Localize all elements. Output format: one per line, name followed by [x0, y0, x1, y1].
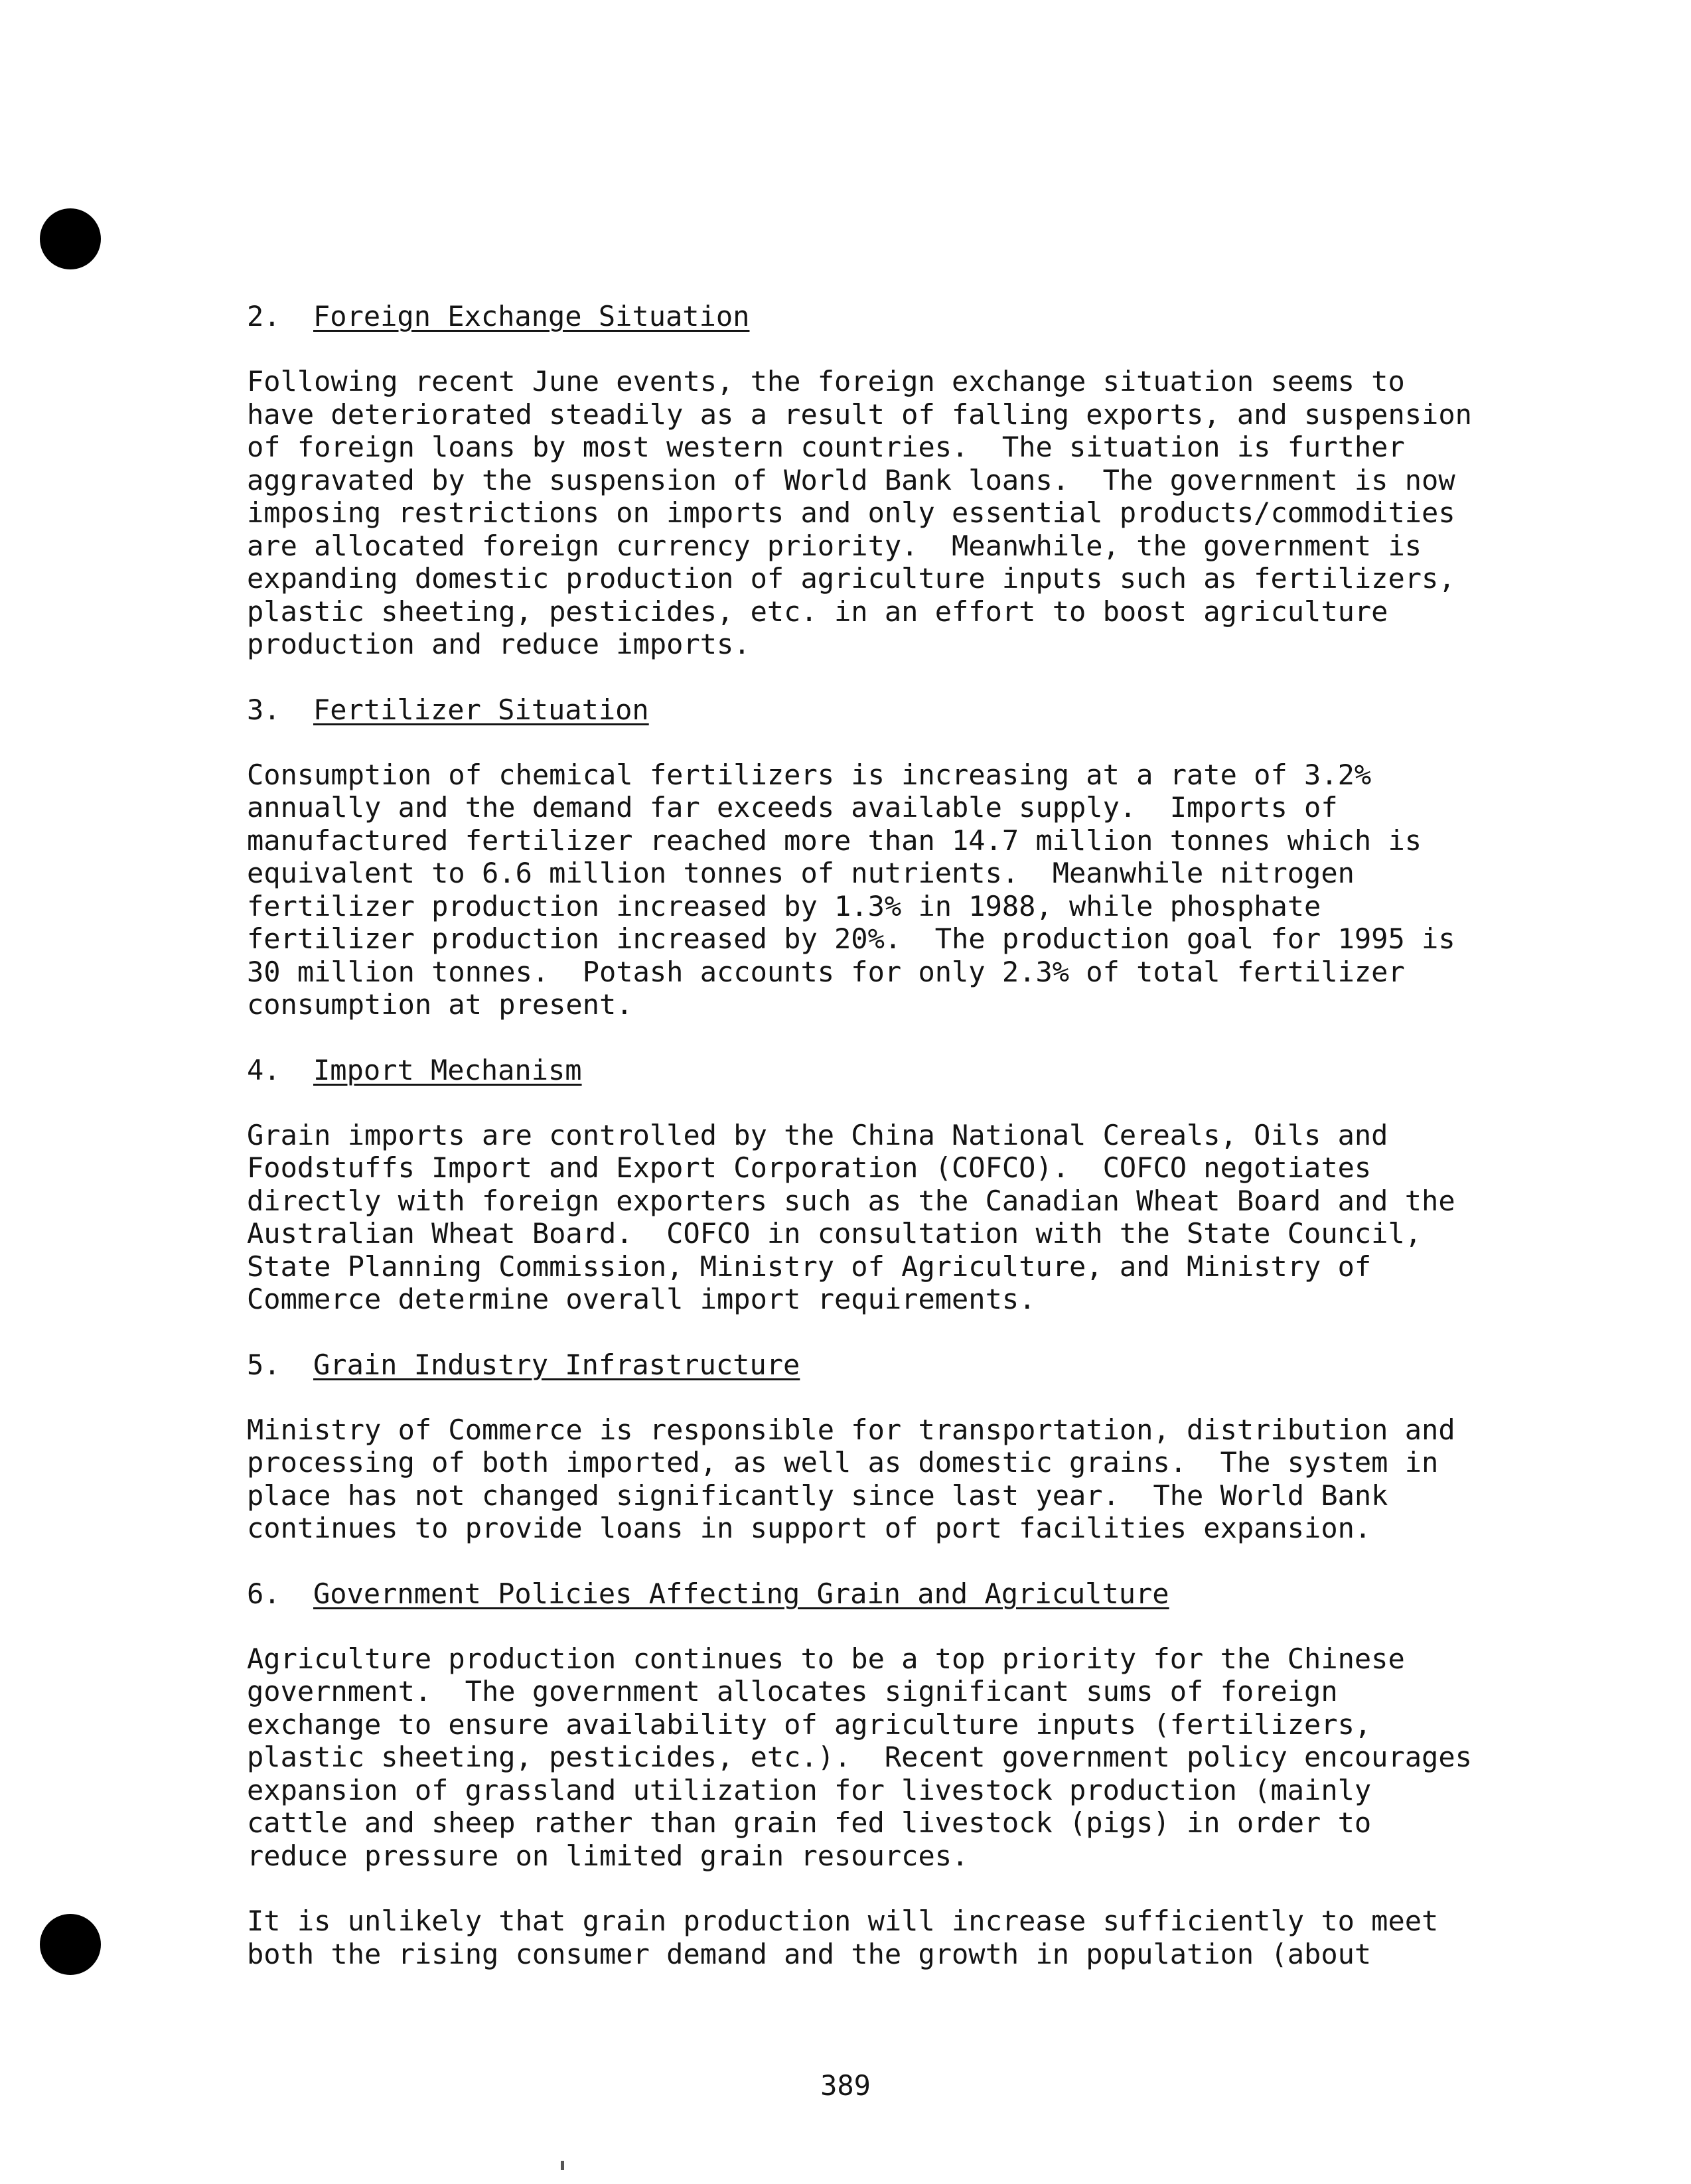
section	[247, 300, 1481, 661]
text-line: consumption at present.	[247, 988, 633, 1021]
section	[247, 693, 1481, 1021]
section	[247, 1054, 1481, 1316]
text-line: plastic sheeting, pesticides, etc.). Recent government policy encourages	[247, 1741, 1472, 1773]
text-line: imposing restrictions on imports and only essential products/commodities	[247, 496, 1455, 529]
text-line: place has not changed significantly since last year. The World Bank	[247, 1479, 1388, 1512]
text-line: production and reduce imports.	[247, 628, 751, 660]
text-line: Foodstuffs Import and Export Corporation (COFCO). COFCO negotiates	[247, 1151, 1372, 1184]
text-line: aggravated by the suspension of World Bank loans. The government is now	[247, 463, 1455, 496]
section-title: Import Mechanism	[313, 1053, 582, 1086]
section-title: Government Policies Affecting Grain and Agriculture	[313, 1577, 1169, 1610]
paragraph	[247, 1414, 1481, 1545]
section-number: 2.	[247, 300, 281, 332]
scan-speck	[561, 2161, 564, 2170]
text-line: Agriculture production continues to be a top priority for the Chinese	[247, 1642, 1405, 1675]
text-line: Following recent June events, the foreign exchange situation seems to	[247, 365, 1405, 398]
text-line: exchange to ensure availability of agriculture inputs (fertilizers,	[247, 1708, 1372, 1741]
text-line: annually and the demand far exceeds available supply. Imports of	[247, 791, 1338, 824]
text-line: expansion of grassland utilization for livestock production (mainly	[247, 1773, 1372, 1806]
section-title: Grain Industry Infrastructure	[313, 1348, 800, 1381]
section-number: 4.	[247, 1053, 281, 1086]
text-line: directly with foreign exporters such as the Canadian Wheat Board and the	[247, 1184, 1455, 1217]
text-line: Ministry of Commerce is responsible for transportation, distribution and	[247, 1413, 1455, 1446]
section-heading	[247, 1054, 1481, 1087]
text-line: equivalent to 6.6 million tonnes of nutrients. Meanwhile nitrogen	[247, 857, 1355, 889]
section-heading	[247, 300, 1481, 333]
text-line: plastic sheeting, pesticides, etc. in an effort to boost agriculture	[247, 595, 1388, 628]
paragraph	[247, 1119, 1481, 1316]
section-number: 5.	[247, 1348, 281, 1381]
text-line: are allocated foreign currency priority. Meanwhile, the government is	[247, 529, 1422, 562]
paragraph	[247, 1642, 1481, 1873]
text-line: processing of both imported, as well as domestic grains. The system in	[247, 1446, 1439, 1479]
text-line: have deteriorated steadily as a result of falling exports, and suspension	[247, 398, 1472, 431]
text-line: 30 million tonnes. Potash accounts for only 2.3% of total fertilizer	[247, 955, 1405, 988]
section-number: 3.	[247, 693, 281, 726]
text-line: expanding domestic production of agriculture inputs such as fertilizers,	[247, 562, 1455, 595]
section-heading	[247, 1348, 1481, 1382]
section-number: 6.	[247, 1577, 281, 1610]
text-line: fertilizer production increased by 20%. The production goal for 1995 is	[247, 922, 1455, 955]
section	[247, 1577, 1481, 1971]
section-heading	[247, 1577, 1481, 1611]
text-line: Australian Wheat Board. COFCO in consultation with the State Council,	[247, 1217, 1422, 1250]
text-line: manufactured fertilizer reached more than 14.7 million tonnes which is	[247, 824, 1422, 857]
text-line: State Planning Commission, Ministry of Agriculture, and Ministry of	[247, 1250, 1372, 1283]
text-line: fertilizer production increased by 1.3% in 1988, while phosphate	[247, 889, 1321, 922]
section	[247, 1348, 1481, 1545]
section-heading	[247, 693, 1481, 727]
text-line: of foreign loans by most western countries. The situation is further	[247, 431, 1405, 463]
punch-hole-top	[40, 208, 101, 269]
text-line: reduce pressure on limited grain resources.	[247, 1839, 969, 1872]
section-title: Foreign Exchange Situation	[313, 300, 750, 332]
text-line: government. The government allocates significant sums of foreign	[247, 1675, 1338, 1708]
text-line: Grain imports are controlled by the China National Cereals, Oils and	[247, 1118, 1388, 1151]
text-line: continues to provide loans in support of port facilities expansion.	[247, 1512, 1372, 1544]
paragraph	[247, 365, 1481, 661]
paragraph	[247, 1905, 1481, 1970]
text-line: cattle and sheep rather than grain fed livestock (pigs) in order to	[247, 1806, 1372, 1839]
text-line: Commerce determine overall import requirements.	[247, 1283, 1036, 1315]
document-body	[247, 300, 1481, 2003]
text-line: both the rising consumer demand and the growth in population (about	[247, 1937, 1372, 1970]
text-line: Consumption of chemical fertilizers is increasing at a rate of 3.2%	[247, 758, 1372, 791]
text-line: It is unlikely that grain production will increase sufficiently to meet	[247, 1905, 1439, 1937]
page-number: 389	[820, 2069, 871, 2102]
section-title: Fertilizer Situation	[313, 693, 649, 726]
paragraph	[247, 759, 1481, 1021]
punch-hole-bottom	[40, 1914, 101, 1975]
